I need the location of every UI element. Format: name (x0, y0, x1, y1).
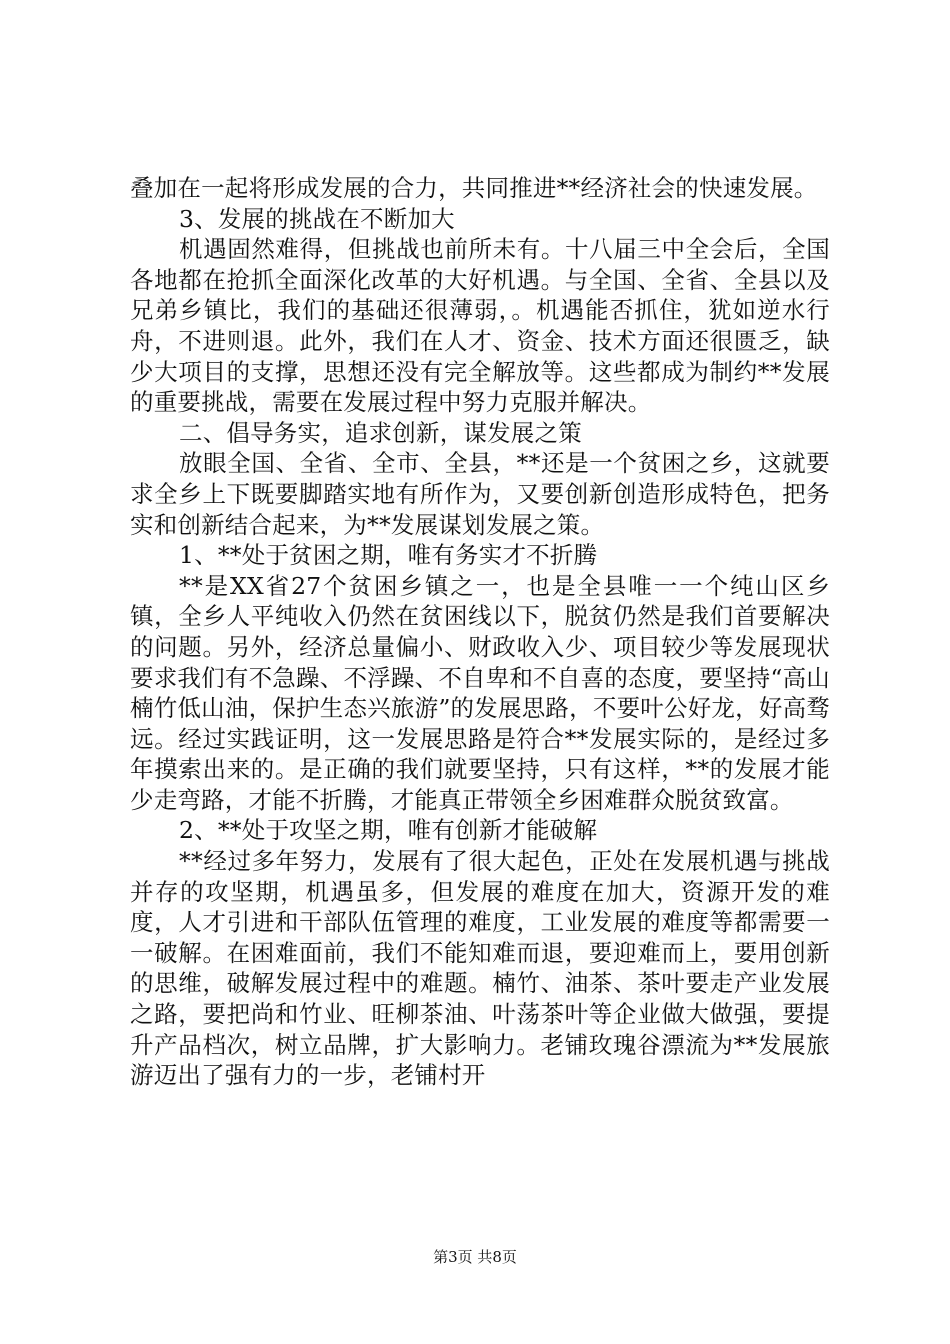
paragraph-section-intro: 放眼全国、全省、全市、全县，**还是一个贫困之乡，这就要求全乡上下既要脚踏实地有所作为，又要创新创造形成特色，把务实和创新结合起来，为**发展谋划发展之策。 (130, 449, 830, 539)
paragraph-innovation: **经过多年努力，发展有了很大起色，正处在发展机遇与挑战并存的攻坚期，机遇虽多，但发展的难度在加大，资源开发的难度，人才引进和干部队伍管理的难度，工业发展的难度等都需要一一破解。在困难面前，我们不能知难而退，要迎难而上，要用创新的思维，破解发展过程中的难题。楠竹、油茶、茶叶要走产业发展之路，要把尚和竹业、旺柳茶油、叶荡茶叶等企业做大做强，要提升产品档次，树立品牌，扩大影响力。老铺玫瑰谷漂流为**发展旅游迈出了强有力的一步，老铺村开 (130, 847, 830, 1090)
paragraph-challenges: 机遇固然难得，但挑战也前所未有。十八届三中全会后，全国各地都在抢抓全面深化改革的大好机遇。与全国、全省、全县以及兄弟乡镇比，我们的基础还很薄弱，。机遇能否抓住，犹如逆水行舟，不进则退。此外，我们在人才、资金、技术方面还很匮乏，缺少大项目的支撑，思想还没有完全解放等。这些都成为制约**发展的重要挑战，需要在发展过程中努力克服并解决。 (130, 235, 830, 417)
subheading-1-poverty: 1、**处于贫困之期，唯有务实才不折腾 (179, 541, 598, 570)
page-footer: 第3页 共8页 (433, 1248, 517, 1266)
subheading-2-innovation: 2、**处于攻坚之期，唯有创新才能破解 (179, 816, 598, 845)
paragraph-continuation: 叠加在一起将形成发展的合力，共同推进**经济社会的快速发展。 (130, 174, 818, 202)
paragraph-poverty: **是XX省27个贫困乡镇之一，也是全县唯一一个纯山区乡镇，全乡人平纯收入仍然在贫困线以下，脱贫仍然是我们首要解决的问题。另外，经济总量偏小、财政收入少、项目较少等发展现状要求我们有不急躁、不浮躁、不自卑和不自喜的态度，要坚持“高山楠竹低山油，保护生态兴旅游”的发展思路，不要叶公好龙，好高骛远。经过实践证明，这一发展思路是符合**发展实际的，是经过多年摸索出来的。是正确的我们就要坚持，只有这样，**的发展才能少走弯路，才能不折腾，才能真正带领全乡困难群众脱贫致富。 (130, 571, 830, 814)
subheading-3-challenges: 3、发展的挑战在不断加大 (179, 204, 455, 233)
section-heading-2: 二、倡导务实，追求创新，谋发展之策 (179, 418, 582, 447)
document-body (130, 173, 830, 1091)
